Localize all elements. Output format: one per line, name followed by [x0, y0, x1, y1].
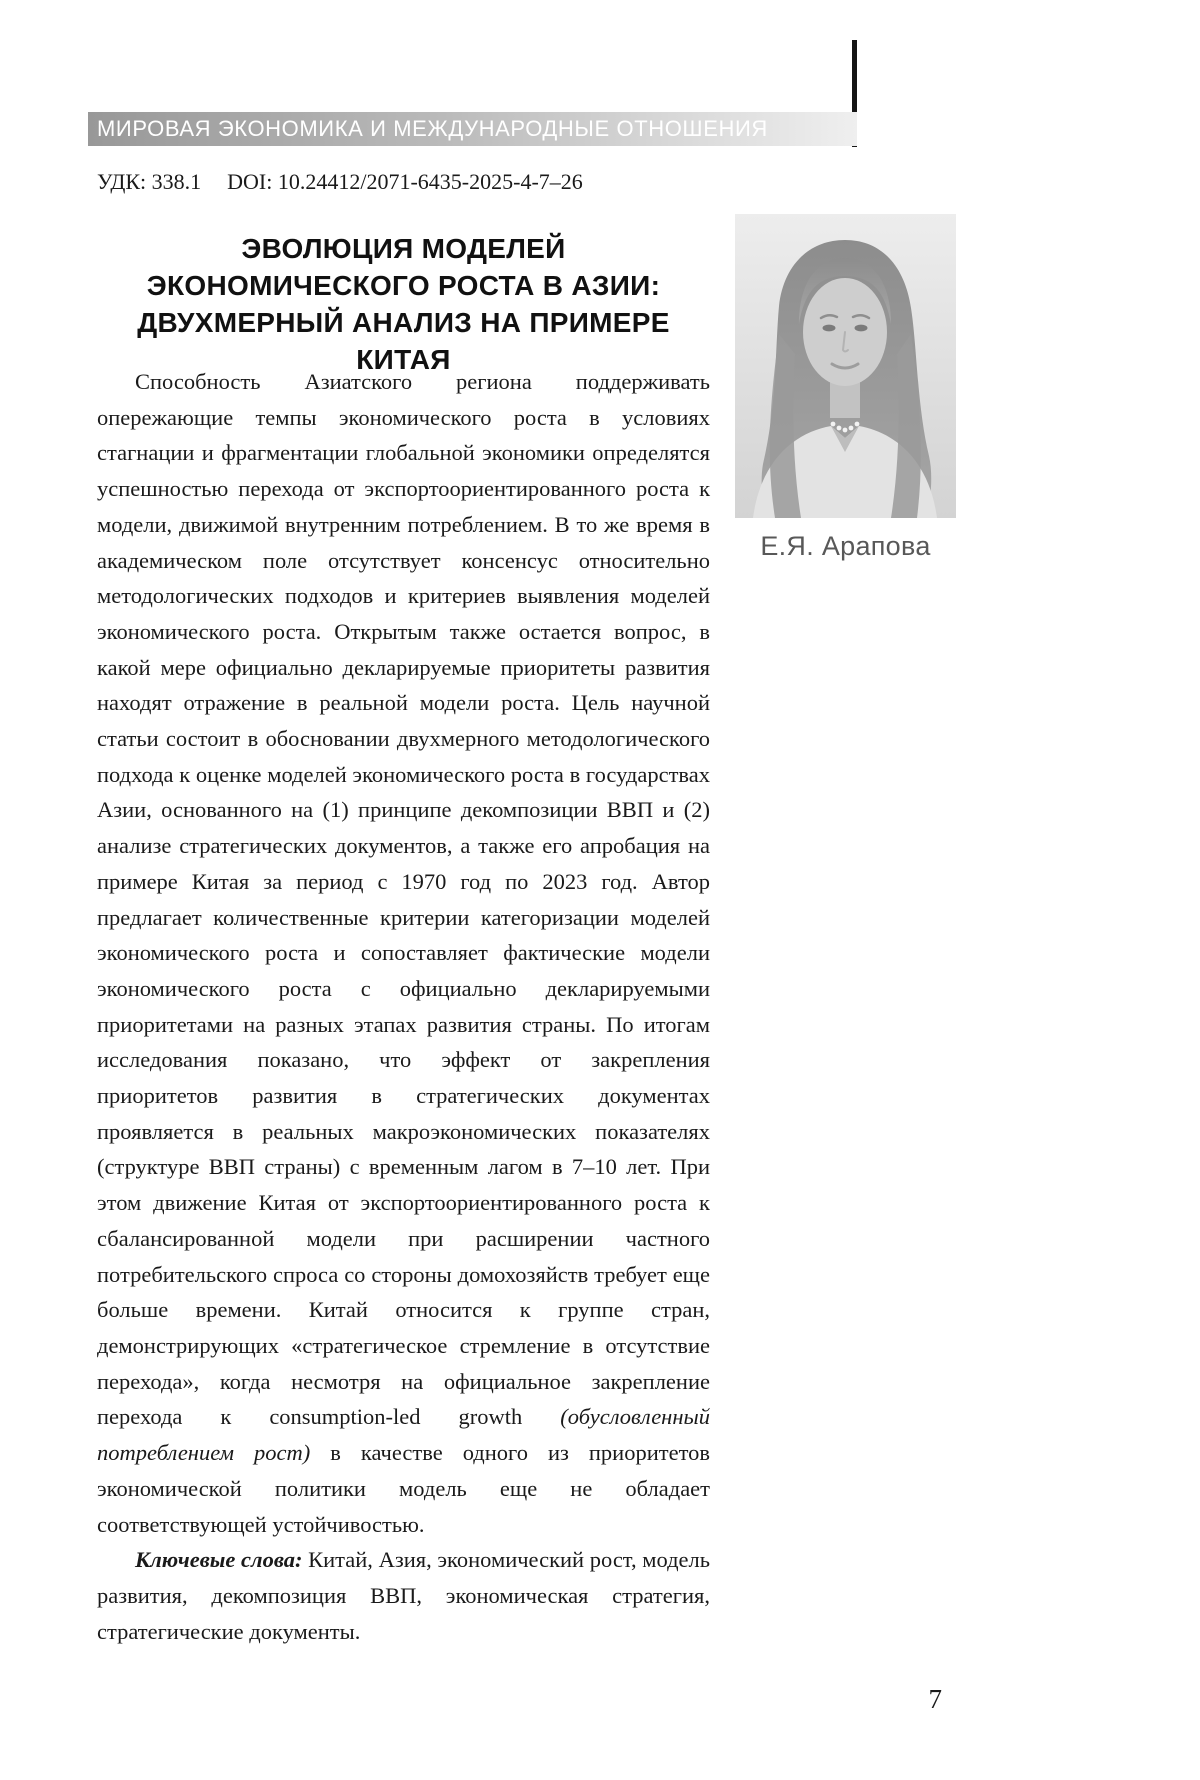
article-title-line-1: ЭВОЛЮЦИЯ МОДЕЛЕЙ — [241, 232, 566, 264]
abstract-block — [97, 364, 710, 1649]
abstract-paragraph — [97, 364, 710, 1542]
abstract-text-1: Способность Азиатского региона поддерживать опережающие темпы экономического роста в условиях стагнации и фрагментации глобальной экономики определятся успешностью перехода от экспортоориентированного роста к модели, движимой внутренним потреблением. В то же время в академическом поле отсутствует консенсус относительно методологических подходов и критериев выявления моделей экономического роста. Открытым также остается вопрос, в какой мере официально декларируемые приоритеты развития находят отражение в реальной модели роста. Цель научной статьи состоит в обосновании двухмерного методологического подхода к оценке моделей экономического роста в государствах Азии, основанного на (1) принципе декомпозиции ВВП и (2) анализе стратегических документов, а также его апробация на примере Китая за период с 1970 год по 2023 год. Автор предлагает количественные критерии категоризации моделей экономического роста и сопоставляет фактические модели экономического роста с официально декларируемыми приоритетами на разных этапах развития страны. По итогам исследования показано, что эффект от закрепления приоритетов развития в стратегических документах проявляется в реальных макроэкономических показателях (структуре ВВП страны) с временным лагом в 7–10 лет. При этом движение Китая от экспортоориентированного роста к сбалансированной модели при расширении частного потребительского спроса со стороны домохозяйств требует еще больше времени. Китай относится к группе стран, демонстрирующих «стратегическое стремление в отсутствие перехода», когда несмотря на официальное закрепление перехода к consumption-led growth — [97, 369, 710, 1430]
abstract-text-2: в качестве одного из приоритетов экономической политики модель еще не обладает соответствующей устойчивостью. — [97, 1440, 710, 1537]
journal-header-banner — [88, 112, 857, 146]
keywords-paragraph — [97, 1542, 710, 1649]
keywords-text: Китай, Азия, экономический рост, модель развития, декомпозиция ВВП, экономическая стратегия, стратегические документы. — [97, 1547, 710, 1644]
udk-doi-line — [97, 169, 583, 195]
abstract-text-italic: (обусловленный потреблением рост) — [97, 1404, 710, 1466]
author-caption: Е.Я. Арапова — [760, 531, 931, 561]
keywords-label: Ключевые слова: — [135, 1547, 303, 1573]
author-figure — [735, 214, 956, 562]
article-title-line-4: КИТАЯ — [356, 343, 451, 375]
article-title-line-3: ДВУХМЕРНЫЙ АНАЛИЗ НА ПРИМЕРЕ — [137, 306, 670, 338]
journal-name: МИРОВАЯ ЭКОНОМИКА И МЕЖДУНАРОДНЫЕ ОТНОШЕНИЯ — [97, 116, 768, 141]
article-title-line-2: ЭКОНОМИЧЕСКОГО РОСТА В АЗИИ: — [146, 269, 661, 301]
article-title — [97, 230, 710, 378]
doi-code: DOI: 10.24412/2071-6435-2025-4-7–26 — [227, 169, 583, 194]
author-photo — [735, 214, 956, 518]
page-number: 7 — [928, 1684, 942, 1714]
udk-code: УДК: 338.1 — [97, 169, 202, 194]
